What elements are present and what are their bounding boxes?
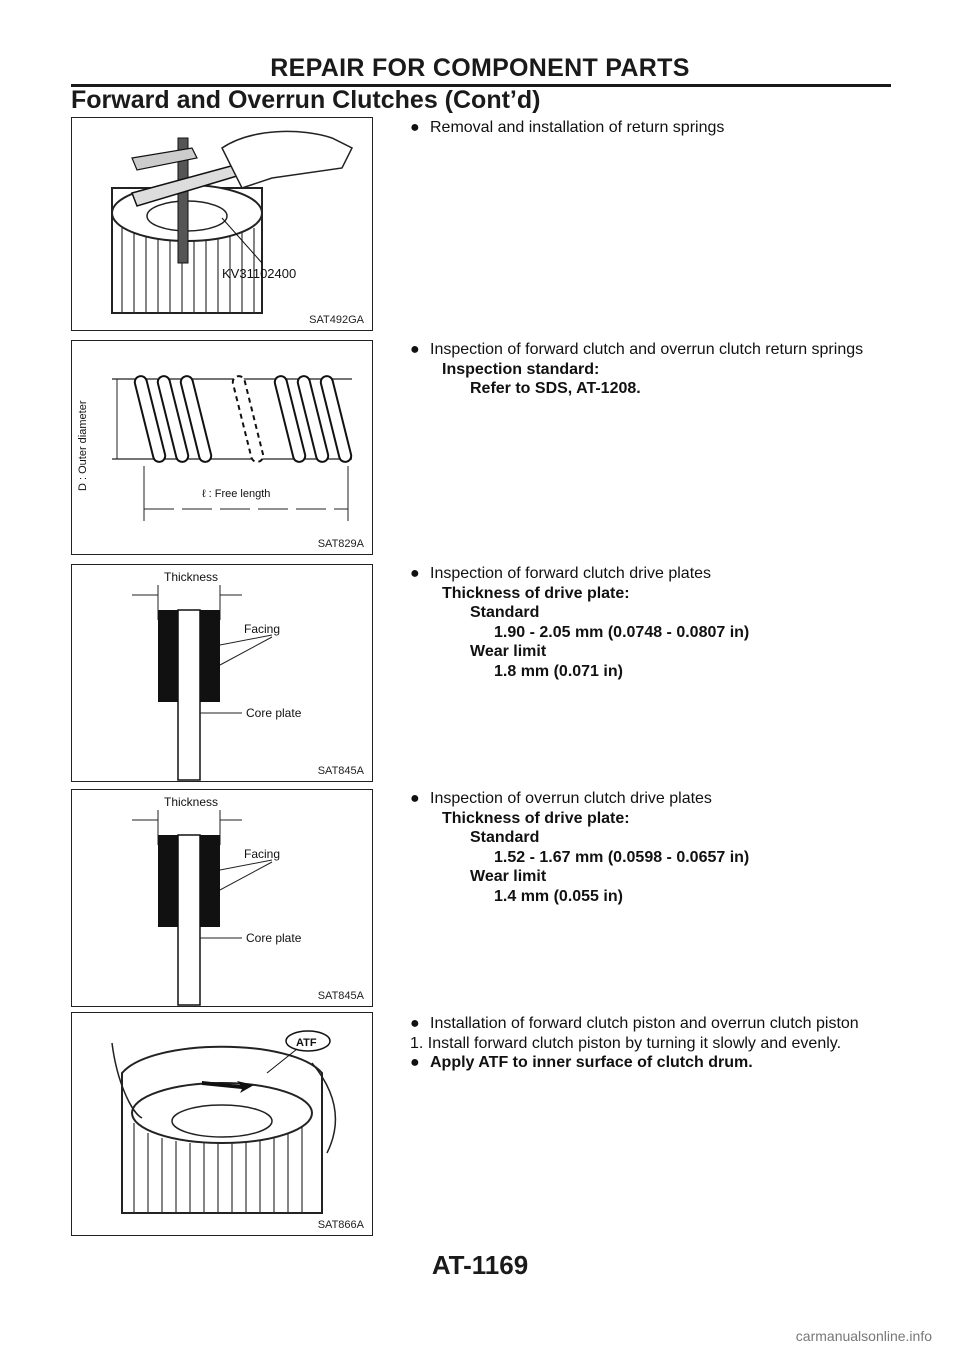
page-subtitle: Forward and Overrun Clutches (Cont’d) xyxy=(71,86,541,114)
bullet-icon: ● xyxy=(410,1015,420,1032)
section-forward-drive-plates xyxy=(410,564,910,681)
figure-code: SAT866A xyxy=(317,1219,364,1231)
bullet-icon: ● xyxy=(410,790,420,807)
spec-label: Inspection standard: xyxy=(442,360,600,378)
outer-diameter-label: D : Outer diameter xyxy=(77,400,89,491)
spec-value: 1.4 mm (0.055 in) xyxy=(494,887,623,905)
instruction-text: Installation of forward clutch piston and overrun clutch piston xyxy=(430,1015,859,1032)
figure-code: SAT845A xyxy=(317,765,364,777)
bullet-icon: ● xyxy=(410,1054,420,1071)
spec-value: Refer to SDS, AT-1208. xyxy=(470,380,641,397)
spec-label: Thickness of drive plate: xyxy=(442,584,630,602)
thickness-label: Thickness xyxy=(164,570,219,584)
spec-value: 1.8 mm (0.071 in) xyxy=(494,662,623,680)
facing-label: Facing xyxy=(244,847,281,861)
free-length-label: ℓ : Free length xyxy=(202,488,271,500)
tool-number-label: KV31102400 xyxy=(222,266,297,281)
spec-label: Thickness of drive plate: xyxy=(442,809,630,827)
note-text: Apply ATF to inner surface of clutch drum. xyxy=(430,1054,753,1071)
spec-label: Wear limit xyxy=(470,868,547,885)
thickness-label: Thickness xyxy=(164,795,219,809)
bullet-icon: ● xyxy=(410,119,420,136)
spec-value: 1.52 - 1.67 mm (0.0598 - 0.0657 in) xyxy=(494,848,750,866)
section-return-spring-inspection xyxy=(410,340,910,399)
section-return-spring-removal xyxy=(410,118,910,138)
figure-forward-drive-plate xyxy=(71,564,373,782)
spring-compressor-illustration xyxy=(72,118,372,330)
core-plate-label: Core plate xyxy=(246,706,302,720)
section-overrun-drive-plates xyxy=(410,789,910,906)
instruction-text: Inspection of forward clutch and overrun clutch return springs xyxy=(430,341,864,358)
bullet-icon: ● xyxy=(410,565,420,582)
bullet-icon: ● xyxy=(410,341,420,358)
core-plate-label: Core plate xyxy=(246,931,302,945)
spec-label: Standard xyxy=(470,829,540,846)
section-piston-installation xyxy=(410,1014,910,1073)
step-text: 1. Install forward clutch piston by turning it slowly and evenly. xyxy=(410,1034,842,1052)
figure-overrun-drive-plate xyxy=(71,789,373,1007)
watermark-text: carmanualsonline.info xyxy=(795,1328,932,1344)
instruction-text: Inspection of forward clutch drive plates xyxy=(430,565,712,582)
spec-label: Standard xyxy=(470,604,540,621)
piston-installation-illustration xyxy=(72,1013,372,1235)
figure-code: SAT829A xyxy=(317,538,364,550)
figure-return-spring-removal xyxy=(71,117,373,331)
instruction-text: Removal and installation of return springs xyxy=(430,119,725,136)
spec-label: Wear limit xyxy=(470,643,547,660)
coil-spring-illustration xyxy=(72,341,372,554)
drive-plate-section-illustration xyxy=(72,790,372,1006)
figure-piston-installation xyxy=(71,1012,373,1236)
page-section-title: REPAIR FOR COMPONENT PARTS xyxy=(270,54,690,82)
drive-plate-section-illustration xyxy=(72,565,372,781)
figure-return-spring-inspection xyxy=(71,340,373,555)
atf-label: ATF xyxy=(296,1037,317,1049)
figure-code: SAT845A xyxy=(317,990,364,1002)
instruction-text: Inspection of overrun clutch drive plates xyxy=(430,790,712,807)
page-number: AT-1169 xyxy=(431,1250,529,1280)
spec-value: 1.90 - 2.05 mm (0.0748 - 0.0807 in) xyxy=(494,623,750,641)
facing-label: Facing xyxy=(244,622,281,636)
figure-code: SAT492GA xyxy=(309,314,364,326)
